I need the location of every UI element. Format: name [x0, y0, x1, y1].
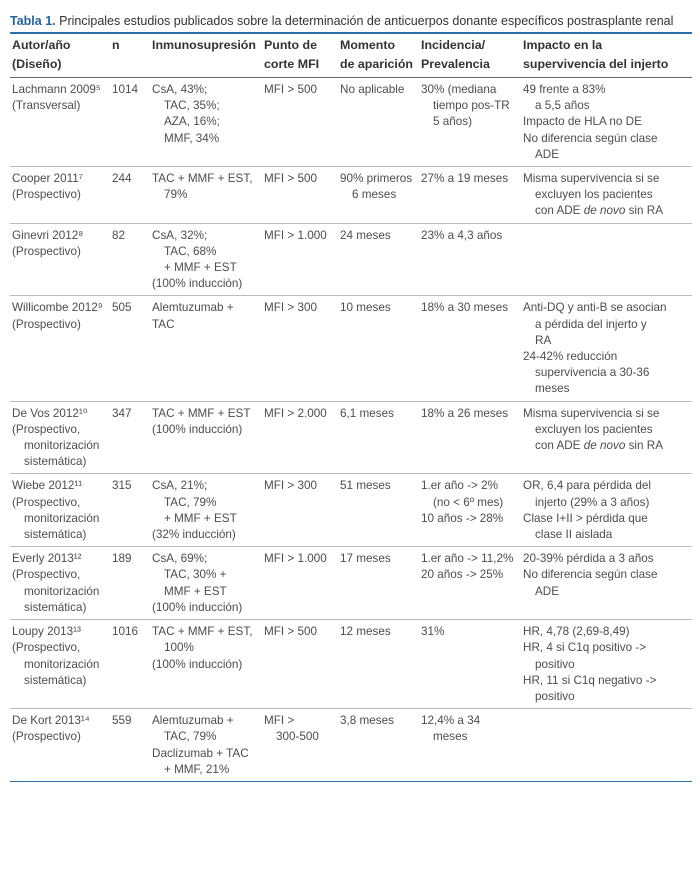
cell-line: TAC, 35%; — [164, 99, 220, 113]
cell-line: clase II aislada — [535, 528, 613, 542]
column-header-text: corte MFI — [264, 57, 320, 71]
cell-line: + MMF + EST — [164, 511, 237, 525]
table-row — [10, 474, 692, 547]
immunosuppression-cell — [150, 620, 262, 709]
cell-line: 23% a 4,3 años — [421, 228, 503, 242]
mfi-cutoff-cell — [262, 223, 338, 296]
cell-line: con ADE de novo sin RA — [535, 439, 663, 453]
cell-line: ADE — [535, 584, 560, 598]
cell-line: RA — [535, 333, 552, 347]
table-row — [10, 223, 692, 296]
cell-line: Clase I+II > pérdida que — [523, 511, 648, 525]
cell-line: 30% (mediana — [421, 83, 497, 96]
cell-line: 100% — [164, 641, 194, 655]
mfi-cutoff-cell — [262, 401, 338, 474]
cell-line: supervivencia a 30-36 — [535, 366, 650, 380]
cell-line: CsA, 69%; — [152, 552, 208, 566]
incidence-cell — [419, 167, 521, 224]
column-header-text: Inmunosupresión — [152, 38, 256, 52]
n-cell — [110, 167, 150, 224]
cell-line: positivo — [535, 689, 575, 703]
cell-line: 20-39% pérdida a 3 años — [523, 552, 654, 566]
column-header-text: Autor/año — [12, 38, 71, 52]
cell-line: 505 — [112, 301, 132, 315]
cell-line: MFI > 300 — [264, 301, 317, 315]
onset-cell — [338, 547, 419, 620]
mfi-cutoff-cell — [262, 474, 338, 547]
onset-cell — [338, 474, 419, 547]
cell-line: monitorización — [24, 439, 100, 453]
cell-line: MFI > 1.000 — [264, 552, 327, 566]
cell-line: Everly 2013¹² — [12, 552, 82, 566]
column-header — [262, 34, 338, 78]
mfi-cutoff-cell — [262, 547, 338, 620]
immunosuppression-cell — [150, 401, 262, 474]
mfi-cutoff-cell — [262, 709, 338, 782]
column-header-text: Impacto en la — [523, 38, 603, 52]
cell-line: 51 meses — [340, 479, 391, 493]
author-cell — [10, 78, 110, 167]
cell-line: Impacto de HLA no DE — [523, 115, 642, 129]
cell-line: 24 meses — [340, 228, 391, 242]
column-header-text: supervivencia del injerto — [523, 57, 669, 71]
cell-line: 3,8 meses — [340, 714, 394, 728]
cell-line: 82 — [112, 228, 126, 242]
impact-cell — [521, 547, 692, 620]
cell-line: excluyen los pacientes — [535, 188, 653, 202]
cell-line: (Prospectivo) — [12, 188, 81, 202]
cell-line: sistemática) — [24, 600, 87, 614]
column-header — [10, 34, 110, 78]
author-cell — [10, 709, 110, 782]
cell-line: De Kort 2013¹⁴ — [12, 714, 90, 728]
italic-text: de novo — [583, 439, 626, 453]
cell-line: (Prospectivo) — [12, 244, 81, 258]
incidence-cell — [419, 474, 521, 547]
cell-line: MFI > — [264, 714, 295, 728]
cell-line: (100% inducción) — [152, 600, 243, 614]
cell-line: (Prospectivo) — [12, 317, 81, 331]
immunosuppression-cell — [150, 474, 262, 547]
cell-line: (100% inducción) — [152, 422, 243, 436]
impact-cell — [521, 167, 692, 224]
cell-line: Lachmann 2009⁵ — [12, 83, 101, 96]
cell-line: HR, 11 si C1q negativo -> — [523, 673, 657, 687]
cell-line: monitorización — [24, 511, 100, 525]
table-caption-label: Tabla 1. — [10, 14, 56, 28]
onset-cell — [338, 223, 419, 296]
incidence-cell — [419, 296, 521, 401]
cell-line: meses — [535, 382, 570, 396]
studies-table — [10, 34, 692, 782]
n-cell — [110, 547, 150, 620]
cell-line: sistemática) — [24, 455, 87, 469]
cell-line: (100% inducción) — [152, 657, 243, 671]
cell-line: Loupy 2013¹³ — [12, 625, 81, 639]
column-header — [110, 34, 150, 78]
cell-line: con ADE de novo sin RA — [535, 204, 663, 218]
cell-line: TAC, 79% — [164, 730, 217, 744]
onset-cell — [338, 709, 419, 782]
cell-line: Misma supervivencia si se — [523, 406, 660, 420]
impact-cell — [521, 78, 692, 167]
cell-line: 49 frente a 83% — [523, 83, 606, 96]
italic-text: de novo — [583, 204, 626, 218]
cell-line: 90% primeros — [340, 172, 413, 186]
incidence-cell — [419, 709, 521, 782]
cell-line: monitorización — [24, 657, 100, 671]
table-body — [10, 78, 692, 782]
n-cell — [110, 296, 150, 401]
cell-line: No diferencia según clase — [523, 131, 658, 145]
author-cell — [10, 167, 110, 224]
author-cell — [10, 547, 110, 620]
table-header-row — [10, 34, 692, 78]
cell-line: (Prospectivo, — [12, 495, 81, 509]
cell-line: TAC, 79% — [164, 495, 217, 509]
mfi-cutoff-cell — [262, 167, 338, 224]
table-caption-text: Principales estudios publicados sobre la determinación de anticuerpos donante específicos postrasplante renal — [59, 14, 674, 28]
cell-line: Alemtuzumab + — [152, 714, 234, 728]
author-cell — [10, 474, 110, 547]
cell-line: sistemática) — [24, 673, 87, 687]
cell-line: Misma supervivencia si se — [523, 172, 660, 186]
column-header-text: Prevalencia — [421, 57, 490, 71]
cell-line: 300-500 — [276, 730, 319, 744]
immunosuppression-cell — [150, 167, 262, 224]
incidence-cell — [419, 547, 521, 620]
column-header — [521, 34, 692, 78]
n-cell — [110, 401, 150, 474]
impact-cell — [521, 620, 692, 709]
cell-line: 18% a 26 meses — [421, 406, 509, 420]
cell-line: a pérdida del injerto y — [535, 317, 647, 331]
column-header-text: Incidencia/ — [421, 38, 486, 52]
cell-line: 79% — [164, 188, 188, 202]
column-header-text: de aparición — [340, 57, 413, 71]
table-caption — [10, 10, 692, 34]
cell-line: Anti-DQ y anti-B se asocian — [523, 301, 667, 315]
incidence-cell — [419, 620, 521, 709]
column-header — [419, 34, 521, 78]
impact-cell — [521, 296, 692, 401]
cell-line: excluyen los pacientes — [535, 422, 653, 436]
cell-line: 10 años -> 28% — [421, 511, 504, 525]
cell-line: MFI > 500 — [264, 172, 317, 186]
column-header — [150, 34, 262, 78]
cell-line: CsA, 21%; — [152, 479, 208, 493]
immunosuppression-cell — [150, 547, 262, 620]
cell-line: 244 — [112, 172, 132, 186]
cell-line: injerto (29% a 3 años) — [535, 495, 650, 509]
cell-line: CsA, 32%; — [152, 228, 208, 242]
cell-line: 5 años) — [433, 115, 472, 129]
column-header-text: n — [112, 38, 120, 52]
cell-line: 1.er año -> 11,2% — [421, 552, 514, 566]
onset-cell — [338, 78, 419, 167]
cell-line: MMF, 34% — [164, 131, 220, 145]
immunosuppression-cell — [150, 223, 262, 296]
column-header — [338, 34, 419, 78]
cell-line: CsA, 43%; — [152, 83, 208, 96]
cell-line: 27% a 19 meses — [421, 172, 509, 186]
incidence-cell — [419, 401, 521, 474]
cell-line: 10 meses — [340, 301, 391, 315]
impact-cell — [521, 223, 692, 296]
mfi-cutoff-cell — [262, 78, 338, 167]
cell-line: 6,1 meses — [340, 406, 394, 420]
cell-line: 6 meses — [352, 188, 397, 202]
cell-line: 1016 — [112, 625, 139, 639]
cell-line: 18% a 30 meses — [421, 301, 509, 315]
cell-line: tiempo pos-TR — [433, 99, 510, 113]
n-cell — [110, 223, 150, 296]
cell-line: 315 — [112, 479, 132, 493]
cell-line: TAC + MMF + EST, — [152, 625, 253, 639]
cell-line: Alemtuzumab + — [152, 301, 234, 315]
cell-line: (Prospectivo, — [12, 422, 81, 436]
cell-line: MFI > 1.000 — [264, 228, 327, 242]
immunosuppression-cell — [150, 78, 262, 167]
impact-cell — [521, 709, 692, 782]
cell-line: 189 — [112, 552, 132, 566]
cell-line: 24-42% reducción — [523, 350, 618, 364]
onset-cell — [338, 620, 419, 709]
table-row — [10, 167, 692, 224]
mfi-cutoff-cell — [262, 296, 338, 401]
table-header — [10, 34, 692, 78]
onset-cell — [338, 401, 419, 474]
cell-line: Ginevri 2012⁸ — [12, 228, 84, 242]
incidence-cell — [419, 78, 521, 167]
table-row — [10, 620, 692, 709]
table-row — [10, 547, 692, 620]
impact-cell — [521, 401, 692, 474]
cell-line: positivo — [535, 657, 575, 671]
column-header-text: Punto de — [264, 38, 317, 52]
cell-line: 20 años -> 25% — [421, 568, 504, 582]
cell-line: MFI > 500 — [264, 83, 317, 96]
n-cell — [110, 78, 150, 167]
cell-line: AZA, 16%; — [164, 115, 220, 129]
cell-line: No diferencia según clase — [523, 568, 658, 582]
table-row — [10, 709, 692, 782]
cell-line: 559 — [112, 714, 132, 728]
cell-line: MFI > 300 — [264, 479, 317, 493]
column-header-text: Momento — [340, 38, 396, 52]
cell-line: + MMF + EST — [164, 261, 237, 275]
author-cell — [10, 401, 110, 474]
author-cell — [10, 296, 110, 401]
cell-line: TAC, 68% — [164, 244, 217, 258]
cell-line: Cooper 2011⁷ — [12, 172, 83, 186]
cell-line: 347 — [112, 406, 132, 420]
cell-line: monitorización — [24, 584, 100, 598]
cell-line: OR, 6,4 para pérdida del — [523, 479, 651, 493]
cell-line: Willicombe 2012⁹ — [12, 301, 103, 315]
cell-line: HR, 4,78 (2,69-8,49) — [523, 625, 630, 639]
cell-line: TAC + MMF + EST, — [152, 172, 253, 186]
cell-line: Daclizumab + TAC — [152, 746, 249, 760]
cell-line: 1014 — [112, 83, 139, 96]
cell-line: 12 meses — [340, 625, 391, 639]
cell-line: 17 meses — [340, 552, 391, 566]
author-cell — [10, 223, 110, 296]
cell-line: (Prospectivo, — [12, 641, 81, 655]
cell-line: (100% inducción) — [152, 277, 243, 291]
incidence-cell — [419, 223, 521, 296]
table-row — [10, 296, 692, 401]
n-cell — [110, 709, 150, 782]
cell-line: (Prospectivo) — [12, 730, 81, 744]
cell-line: De Vos 2012¹⁰ — [12, 406, 88, 420]
cell-line: sistemática) — [24, 528, 87, 542]
cell-line: HR, 4 si C1q positivo -> — [523, 641, 647, 655]
cell-line: 1.er año -> 2% — [421, 479, 498, 493]
author-cell — [10, 620, 110, 709]
n-cell — [110, 620, 150, 709]
cell-line: No aplicable — [340, 83, 405, 96]
cell-line: a 5,5 años — [535, 99, 590, 113]
cell-line: 31% — [421, 625, 445, 639]
cell-line: 12,4% a 34 — [421, 714, 481, 728]
cell-line: ADE — [535, 147, 560, 161]
cell-line: + MMF, 21% — [164, 762, 230, 776]
mfi-cutoff-cell — [262, 620, 338, 709]
impact-cell — [521, 474, 692, 547]
cell-line: TAC, 30% + — [164, 568, 227, 582]
cell-line: MMF + EST — [164, 584, 227, 598]
cell-line: (Prospectivo, — [12, 568, 81, 582]
onset-cell — [338, 296, 419, 401]
table-row — [10, 78, 692, 167]
immunosuppression-cell — [150, 296, 262, 401]
cell-line: MFI > 2.000 — [264, 406, 327, 420]
cell-line: MFI > 500 — [264, 625, 317, 639]
cell-line: meses — [433, 730, 468, 744]
onset-cell — [338, 167, 419, 224]
cell-line: TAC — [152, 317, 175, 331]
cell-line: Wiebe 2012¹¹ — [12, 479, 83, 493]
cell-line: (32% inducción) — [152, 528, 236, 542]
cell-line: TAC + MMF + EST — [152, 406, 251, 420]
table-row — [10, 401, 692, 474]
cell-line: (Transversal) — [12, 99, 81, 113]
cell-line: (no < 6º mes) — [433, 495, 504, 509]
column-header-text: (Diseño) — [12, 57, 62, 71]
n-cell — [110, 474, 150, 547]
immunosuppression-cell — [150, 709, 262, 782]
